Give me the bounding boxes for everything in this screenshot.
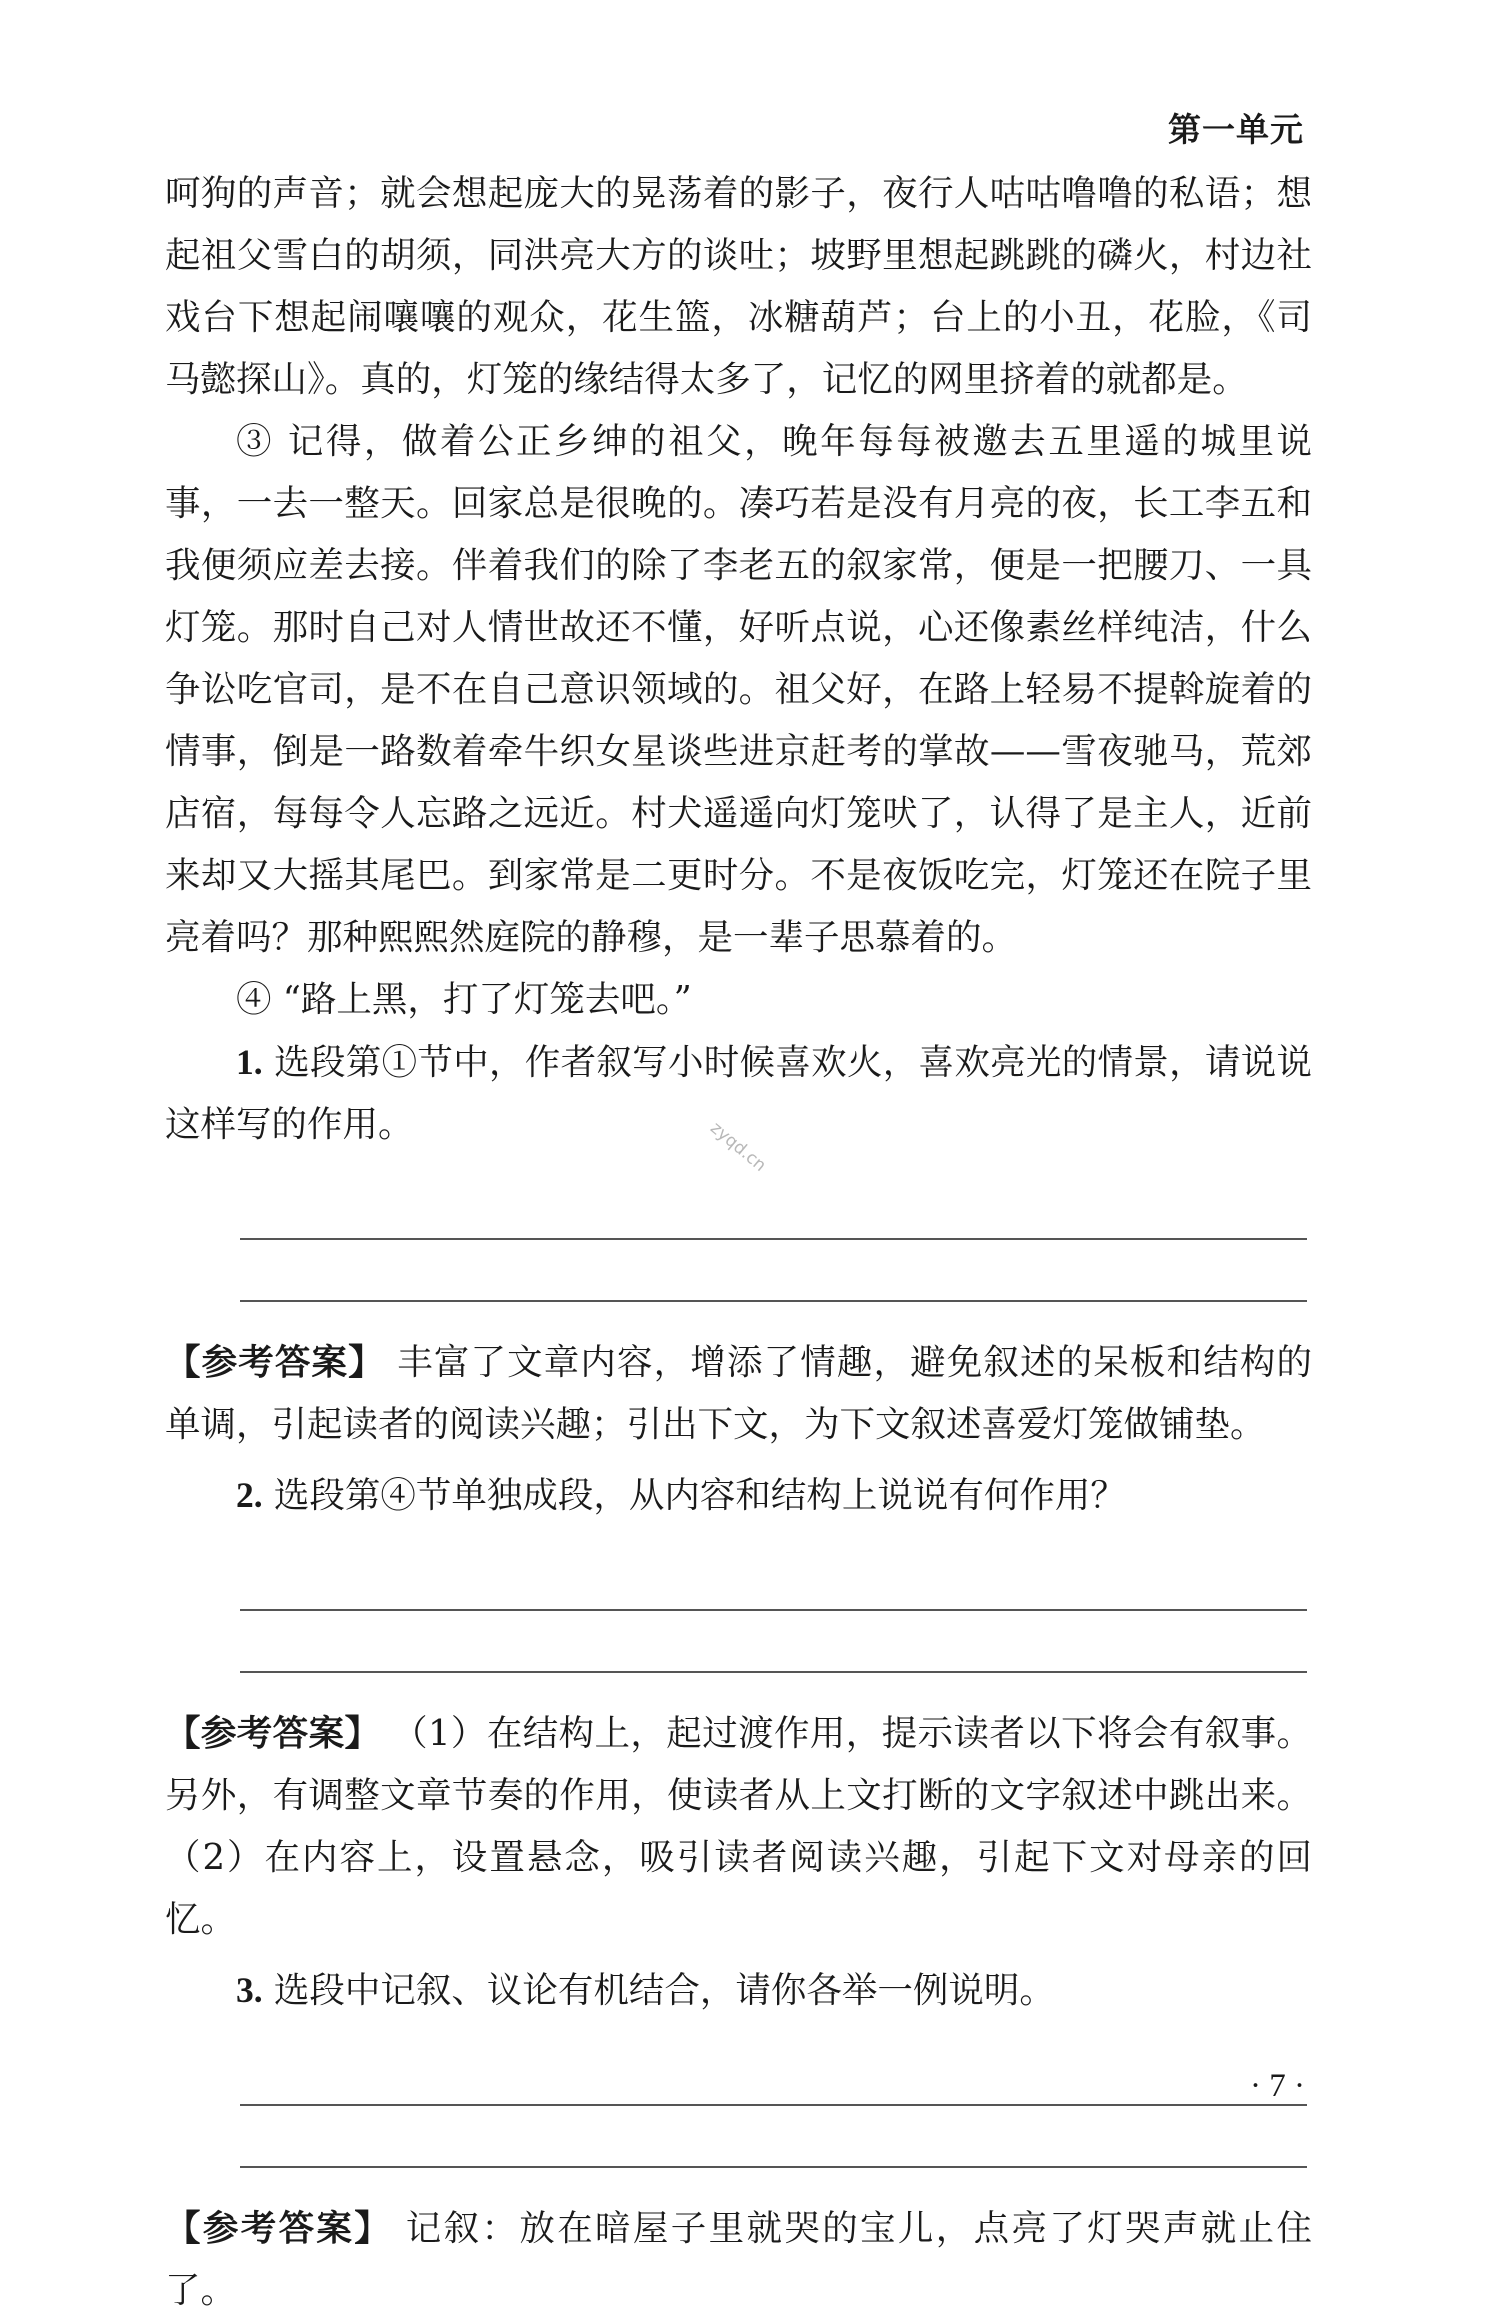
answer-text: 丰富了文章内容，增添了情趣，避免叙述的呆板和结构的单调，引起读者的阅读兴趣；引出下文，为下文叙述喜爱灯笼做铺垫。 <box>165 1342 1312 1445</box>
answer-line[interactable] <box>240 1240 1307 1302</box>
answer-lines-1 <box>165 1178 1312 1302</box>
question-text: 选段中记叙、议论有机结合，请你各举一例说明。 <box>273 1970 1055 2011</box>
answer-line[interactable] <box>240 2044 1307 2106</box>
page-number: · 7 · <box>1250 2068 1305 2104</box>
question-number: 1. <box>236 1042 263 1082</box>
answer-lines-3 <box>165 2044 1312 2168</box>
passage-continuation: 呵狗的声音；就会想起庞大的晃荡着的影子，夜行人咕咕噜噜的私语；想起祖父雪白的胡须，同洪亮大方的谈吐；坡野里想起跳跳的磷火，村边社戏台下想起闹嚷嚷的观众，花生篮，冰糖葫芦；台上的小丑，花脸，《司马懿探山》。真的，灯笼的缘结得太多了，记忆的网里挤着的就都是。 <box>165 173 1312 400</box>
watermark: zyqd.cn <box>706 1118 770 1176</box>
passage-paragraph-3: ③ 记得，做着公正乡绅的祖父，晚年每每被邀去五里遥的城里说事，一去一整天。回家总是很晚的。凑巧若是没有月亮的夜，长工李五和我便须应差去接。伴着我们的除了李老五的叙家常，便是一把腰刀、一具灯笼。那时自己对人情世故还不懂，好听点说，心还像素丝样纯洁，什么争讼吃官司，是不在自己意识领域的。祖父好，在路上轻易不提斡旋着的情事，倒是一路数着牵牛织女星谈些进京赶考的掌故——雪夜驰马，荒郊店宿，每每令人忘路之远近。村犬遥遥向灯笼吠了，认得了是主人，近前来却又大摇其尾巴。到家常是二更时分。不是夜饭吃完，灯笼还在院子里亮着吗？那种熙熙然庭院的静穆，是一辈子思慕着的。 <box>165 421 1312 958</box>
answer-text: （1）在结构上，起过渡作用，提示读者以下将会有叙事。另外，有调整文章节奏的作用，使读者从上文打断的文字叙述中跳出来。（2）在内容上，设置悬念，吸引读者阅读兴趣，引起下文对母亲的回忆。 <box>165 1713 1312 1940</box>
question-text: 选段第①节中，作者叙写小时候喜欢火，喜欢亮光的情景，请说说这样写的作用。 <box>165 1042 1312 1145</box>
unit-header: 第一单元 <box>1168 110 1304 149</box>
passage-paragraph-4: ④ “路上黑，打了灯笼去吧。” <box>236 979 692 1020</box>
question-1 <box>165 1031 1312 1156</box>
answer-label: 【参考答案】 <box>165 2208 393 2249</box>
reference-answer-2 <box>165 1703 1312 1951</box>
question-2 <box>165 1464 1312 1527</box>
question-number: 3. <box>236 1970 263 2010</box>
answer-line[interactable] <box>240 1178 1307 1240</box>
answer-label: 【参考答案】 <box>165 1342 385 1383</box>
question-3 <box>165 1959 1312 2022</box>
answer-text: 记叙：放在暗屋子里就哭的宝儿，点亮了灯哭声就止住了。 <box>165 2208 1312 2311</box>
answer-line[interactable] <box>240 1611 1307 1673</box>
answer-line[interactable] <box>240 1549 1307 1611</box>
question-number: 2. <box>236 1475 263 1515</box>
answer-line[interactable] <box>240 2106 1307 2168</box>
answer-lines-2 <box>165 1549 1312 1673</box>
page-content <box>165 163 1312 2322</box>
question-text: 选段第④节单独成段，从内容和结构上说说有何作用？ <box>273 1475 1126 1516</box>
answer-label: 【参考答案】 <box>165 1713 381 1754</box>
reference-answer-3 <box>165 2198 1312 2322</box>
reference-answer-1 <box>165 1332 1312 1456</box>
